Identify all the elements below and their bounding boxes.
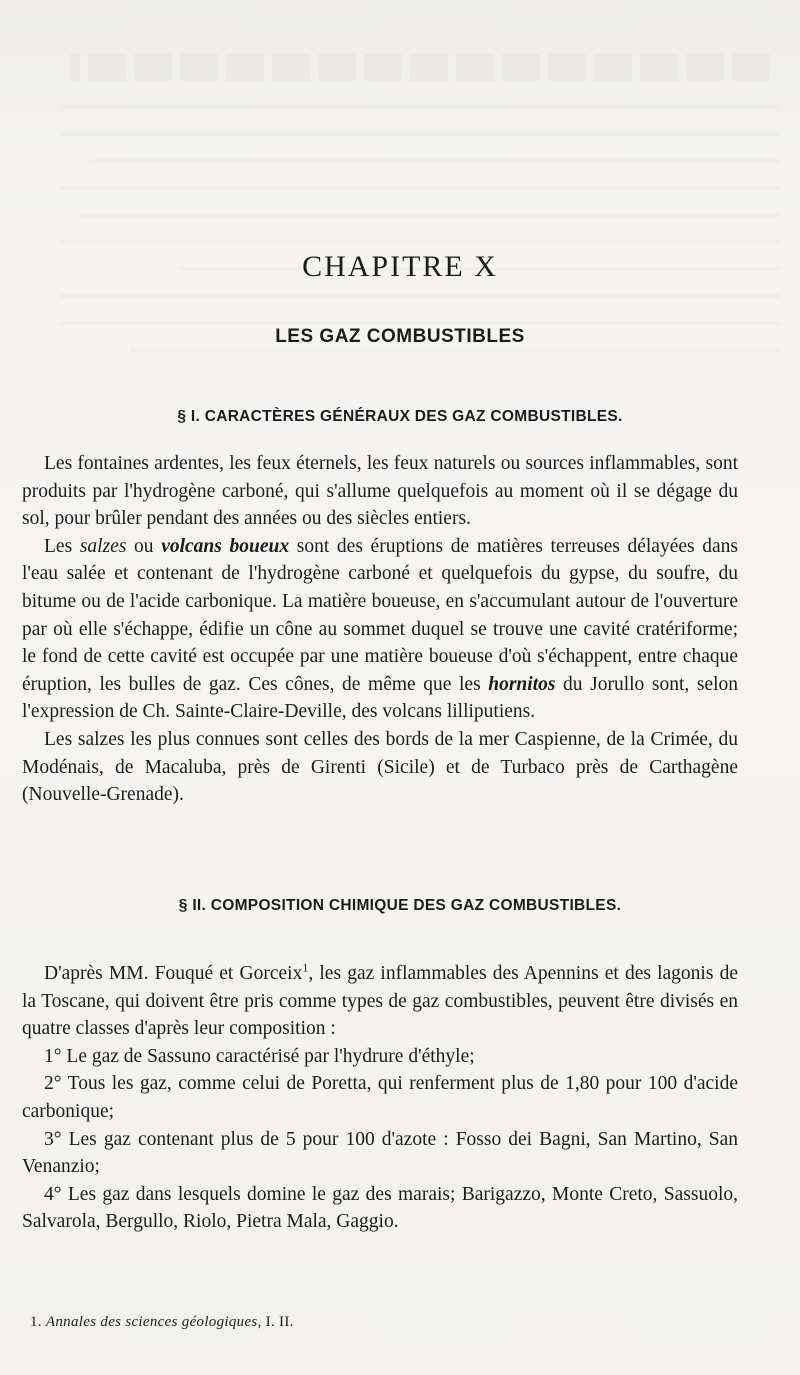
section-title: LES GAZ COMBUSTIBLES xyxy=(275,326,525,347)
footnote-marker[interactable]: 1 xyxy=(302,960,309,975)
list-item: 1° Le gaz de Sassuno caractérisé par l'hydrure d'éthyle; xyxy=(44,1045,475,1067)
paragraph-salzes xyxy=(22,533,738,726)
text-run: du Jorullo sont, selon l'expression de Ch. Sainte-Claire-Deville, des volcans lilliputiens. xyxy=(22,673,738,723)
list-item: 3° Les gaz contenant plus de 5 pour 100 d'azote : Fosso dei Bagni, San Martino, San Venanzio; xyxy=(22,1128,738,1178)
text-run: sont des éruptions de matières terreuses délayées dans l'eau salée et contenant de l'hydrogène carboné et quelquefois du gypse, du soufre, du bitume ou de l'acide carbonique. La matière boueuse, en s'accumulant autour de l'ouverture par où elle s'échappe, édifie un cône au sommet duquel se trouve une cavité cratériforme; le fond de cette cavité est occupée par une matière boueuse d'où s'échappent, entre chaque éruption, les bulles de gaz. Ces cônes, de même que les xyxy=(22,535,738,695)
text-run: ou xyxy=(126,535,162,557)
emphasis-volcans-boueux: volcans boueux xyxy=(161,535,290,557)
subsection-heading-2: § II. COMPOSITION CHIMIQUE DES GAZ COMBUSTIBLES. xyxy=(178,897,622,914)
list-item: 4° Les gaz dans lesquels domine le gaz des marais; Barigazzo, Monte Creto, Sassuolo, Salvarola, Bergullo, Riolo, Pietra Mala, Gaggio. xyxy=(22,1183,738,1233)
chapter-title: CHAPITRE X xyxy=(302,250,498,283)
text-run: D'après MM. Fouqué et Gorceix xyxy=(44,963,303,984)
section-2-body xyxy=(22,960,738,1236)
paragraph-fontaines: Les fontaines ardentes, les feux éternels, les feux naturels ou sources inflammables, sont produits par l'hydrogène carboné, qui s'allume quelquefois au moment où il se dégage du sol, pour brûler pendant des années ou des siècles entiers. xyxy=(22,453,738,530)
section-1-body xyxy=(22,450,738,809)
footnote-ref: , I. II. xyxy=(257,1314,294,1330)
text-run: Les xyxy=(44,535,80,557)
paragraph-intro xyxy=(22,960,738,1043)
emphasis-salzes: salzes xyxy=(79,535,127,557)
footnote-title: Annales des sciences géologiques xyxy=(45,1314,258,1330)
subsection-heading-1: § I. CARACTÈRES GÉNÉRAUX DES GAZ COMBUSTIBLES. xyxy=(177,408,623,425)
text-run: , les gaz inflammables des Apennins et des lagonis de la Toscane, qui doivent être pris comme types de gaz combustibles, peuvent être divisés en quatre classes d'après leur composition : xyxy=(22,963,738,1040)
footnote xyxy=(30,1314,294,1331)
emphasis-hornitos: hornitos xyxy=(488,673,556,695)
paragraph-salzes-connues: Les salzes les plus connues sont celles des bords de la mer Caspienne, de la Crimée, du Modénais, de Macaluba, près de Girenti (Sicile) et de Turbaco près de Carthagène (Nouvelle-Grenade). xyxy=(22,728,738,806)
footnote-number: 1. xyxy=(30,1314,42,1330)
list-item: 2° Tous les gaz, comme celui de Poretta, qui renferment plus de 1,80 pour 100 d'acide carbonique; xyxy=(22,1073,738,1122)
